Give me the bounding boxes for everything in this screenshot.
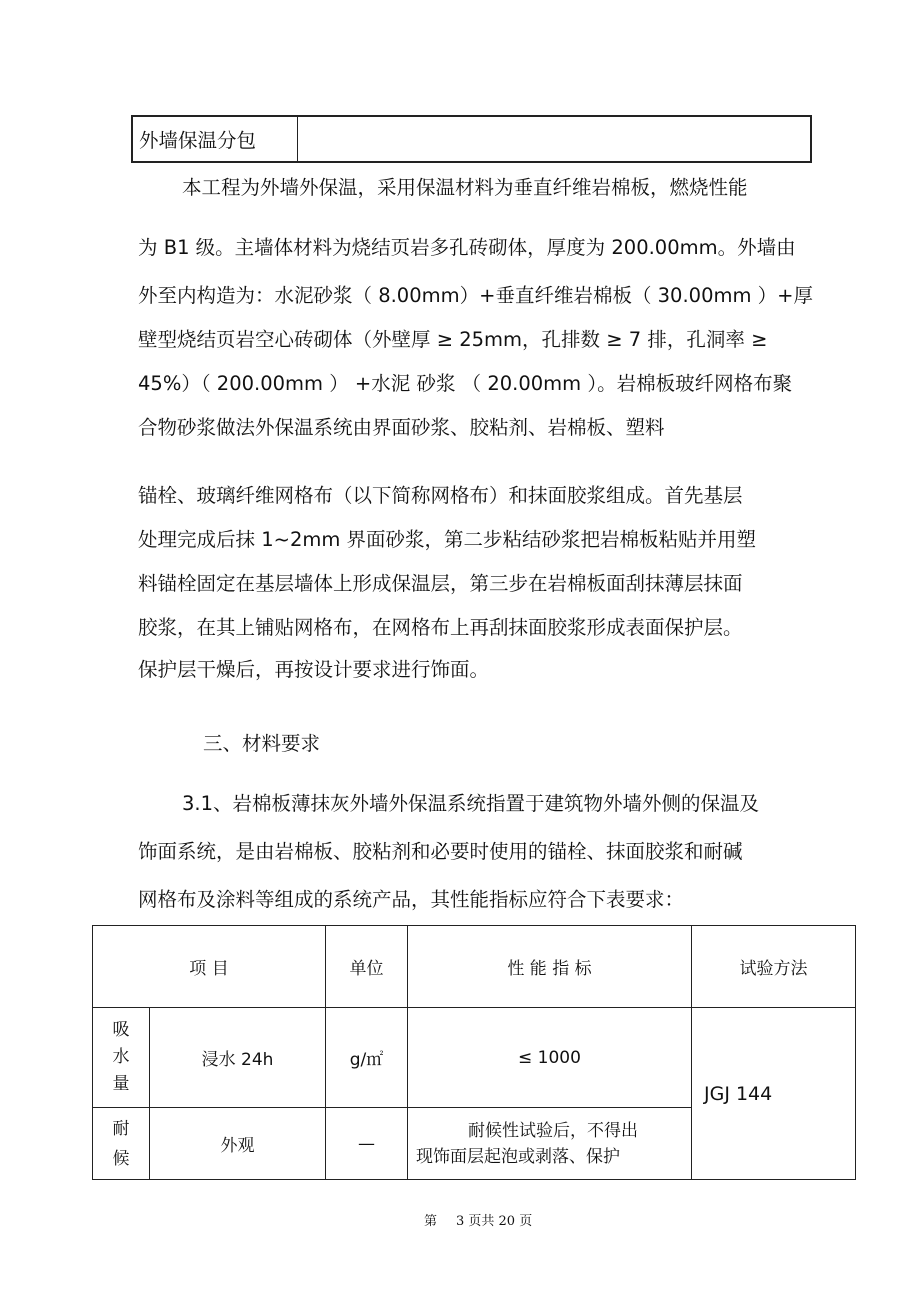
section-heading: 三、材料要求 (203, 732, 321, 755)
row1-category-char: 量 (112, 1074, 130, 1094)
p1-line-1: 本工程为外墙外保温，采用保温材料为垂直纤维岩棉板，燃烧性能 (182, 176, 748, 199)
p2-line-3: 料锚栓固定在基层墙体上形成保温层，第三步在岩棉板面刮抹薄层抹面 (138, 572, 743, 595)
header-method: 试验方法 (692, 926, 856, 1008)
row2-category-char: 候 (112, 1148, 130, 1169)
p1-line-2: 为 B1 级。主墙体材料为烧结页岩多孔砖砌体，厚度为 200.00mm。外墙由 (138, 236, 796, 259)
row1-item: 浸水 24h (150, 1008, 326, 1108)
row2-unit: — (326, 1108, 408, 1180)
subcontract-table (131, 115, 812, 163)
row2-item: 外观 (150, 1108, 326, 1180)
row1-index: ≤ 1000 (408, 1008, 692, 1108)
row1-unit: g/㎡ (326, 1008, 408, 1108)
spec-table (92, 925, 856, 1180)
header-unit: 单位 (326, 926, 408, 1008)
footer-prefix: 第 (424, 1214, 438, 1229)
p1-line-4: 壁型烧结页岩空心砖砌体（外壁厚 ≥ 25mm，孔排数 ≥ 7 排，孔洞率 ≥ (138, 328, 768, 351)
row2-index-line: 现饰面层起泡或剥落、保护 (416, 1146, 620, 1167)
p2-line-5: 保护层干燥后，再按设计要求进行饰面。 (138, 658, 490, 681)
header-index: 性 能 指 标 (408, 926, 692, 1008)
p1-line-6: 合物砂浆做法外保温系统由界面砂浆、胶粘剂、岩棉板、塑料 (138, 416, 665, 439)
p2-line-1: 锚栓、玻璃纤维网格布（以下简称网格布）和抹面胶浆组成。首先基层 (138, 484, 743, 507)
p2-line-2: 处理完成后抹 1~2mm 界面砂浆，第二步粘结砂浆把岩棉板粘贴并用塑 (138, 528, 757, 551)
method-value: JGJ 144 (692, 1008, 856, 1180)
header-item: 项 目 (93, 926, 326, 1008)
p3-line-3: 网格布及涂料等组成的系统产品，其性能指标应符合下表要求： (138, 888, 685, 911)
row2-category (93, 1108, 150, 1180)
p3-line-2: 饰面系统，是由岩棉板、胶粘剂和必要时使用的锚栓、抹面胶浆和耐碱 (138, 840, 743, 863)
subcontract-label: 外墙保温分包 (132, 116, 298, 162)
row1-category-char: 吸 (112, 1020, 130, 1040)
p1-line-5: 45%）（ 200.00mm ） +水泥 砂浆 （ 20.00mm ）。岩棉板玻纤网格布聚 (138, 372, 793, 395)
p2-line-4: 胶浆，在其上铺贴网格布，在网格布上再刮抹面胶浆形成表面保护层。 (138, 616, 743, 639)
row2-index-line: 耐候性试验后，不得出 (468, 1120, 638, 1141)
table-row (93, 1008, 856, 1108)
subcontract-value (298, 116, 812, 162)
page-number: 3 页共 20 页 (456, 1214, 533, 1229)
row1-category (93, 1008, 150, 1108)
row2-category-char: 耐 (112, 1118, 130, 1139)
p1-line-3: 外至内构造为：水泥砂浆（ 8.00mm）+垂直纤维岩棉板（ 30.00mm ）+厚 (138, 284, 813, 307)
row1-category-char: 水 (112, 1047, 130, 1067)
row2-index (408, 1108, 692, 1180)
table-header-row (93, 926, 856, 1008)
p3-line-1: 3.1、岩棉板薄抹灰外墙外保温系统指置于建筑物外墙外侧的保温及 (182, 792, 760, 815)
